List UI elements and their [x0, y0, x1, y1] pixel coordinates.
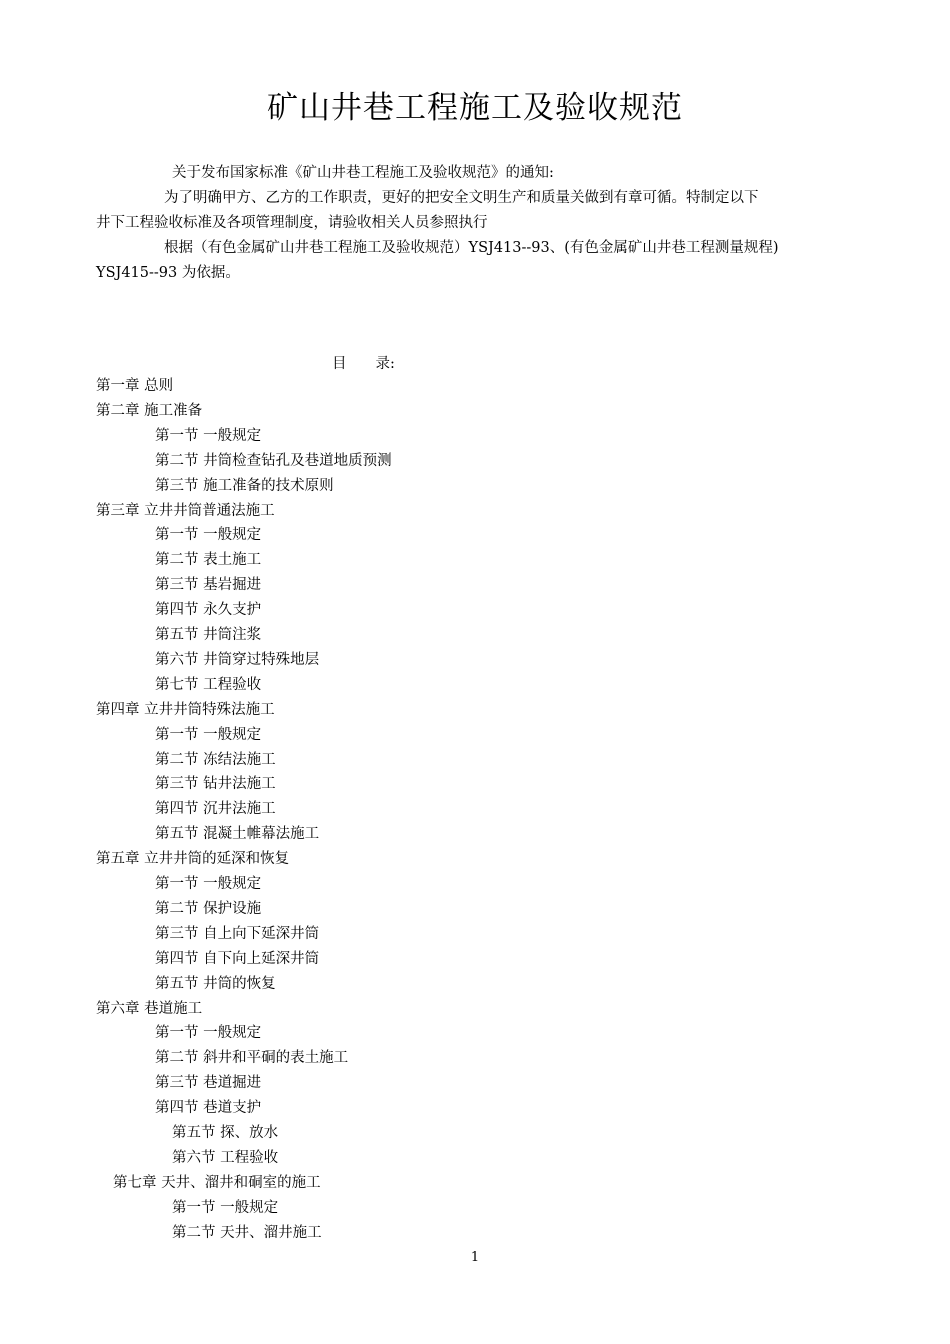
toc-section-entry: 第一节 一般规定	[155, 726, 262, 743]
toc-chapter-entry: 第四章 立井井筒特殊法施工	[96, 701, 275, 718]
toc-section-entry: 第四节 自下向上延深井筒	[155, 950, 320, 967]
toc-chapter-entry: 第五章 立井井筒的延深和恢复	[96, 851, 290, 868]
toc-chapter-entry: 第二章 施工准备	[96, 402, 203, 419]
toc-section-entry: 第二节 井筒检查钻孔及巷道地质预测	[155, 452, 392, 469]
paragraph2-line2: YSJ415--93 为依据。	[96, 265, 240, 281]
paragraph2-line1: 根据（有色金属矿山井巷工程施工及验收规范）YSJ413--93、(有色金属矿山井巷工程测量规程)	[164, 240, 779, 256]
toc-chapter-entry: 第七章 天井、溜井和硐室的施工	[113, 1174, 321, 1191]
toc-section-entry: 第六节 工程验收	[172, 1149, 279, 1166]
paragraph1-line2: 井下工程验收标准及各项管理制度，请验收相关人员参照执行	[96, 215, 488, 231]
toc-section-entry: 第一节 一般规定	[155, 876, 262, 892]
toc-section-entry: 第三节 钻井法施工	[155, 776, 276, 793]
toc-section-entry: 第四节 巷道支护	[155, 1100, 262, 1117]
toc-section-entry: 第三节 施工准备的技术原则	[155, 477, 334, 494]
toc-section-entry: 第五节 探、放水	[172, 1125, 279, 1141]
toc-section-entry: 第三节 基岩掘进	[155, 577, 262, 594]
paragraph1-line1: 为了明确甲方、乙方的工作职责，更好的把安全文明生产和质量关做到有章可循。特制定以下	[164, 190, 759, 206]
toc-section-entry: 第一节 一般规定	[155, 527, 262, 544]
toc-section-entry: 第五节 井筒注浆	[155, 627, 262, 643]
toc-section-entry: 第七节 工程验收	[155, 676, 262, 693]
toc-section-entry: 第六节 井筒穿过特殊地层	[155, 651, 320, 668]
toc-chapter-entry: 第六章 巷道施工	[96, 1000, 203, 1017]
toc-chapter-entry: 第三章 立井井筒普通法施工	[96, 502, 275, 519]
toc-section-entry: 第四节 沉井法施工	[155, 801, 276, 818]
page-number: 1	[470, 1250, 480, 1265]
toc-section-entry: 第二节 天井、溜井施工	[172, 1224, 322, 1241]
toc-section-entry: 第三节 巷道掘进	[155, 1075, 262, 1092]
toc-section-entry: 第四节 永久支护	[155, 602, 262, 619]
toc-section-entry: 第二节 保护设施	[155, 900, 262, 917]
toc-section-entry: 第一节 一般规定	[155, 427, 262, 444]
toc-heading: 目 录:	[332, 356, 395, 372]
toc-section-entry: 第三节 自上向下延深井筒	[155, 925, 320, 942]
toc-chapter-entry: 第一章 总则	[96, 378, 174, 394]
toc-section-entry: 第一节 一般规定	[155, 1025, 262, 1042]
toc-section-entry: 第五节 混凝土帷幕法施工	[155, 826, 320, 843]
toc-section-entry: 第一节 一般规定	[172, 1199, 279, 1216]
toc-section-entry: 第二节 表土施工	[155, 552, 262, 569]
toc-section-entry: 第五节 井筒的恢复	[155, 975, 276, 992]
document-title: 矿山井巷工程施工及验收规范	[267, 90, 683, 126]
notice-line: 关于发布国家标准《矿山井巷工程施工及验收规范》的通知:	[172, 165, 554, 181]
toc-section-entry: 第二节 冻结法施工	[155, 751, 276, 768]
toc-section-entry: 第二节 斜井和平硐的表土施工	[155, 1050, 349, 1067]
